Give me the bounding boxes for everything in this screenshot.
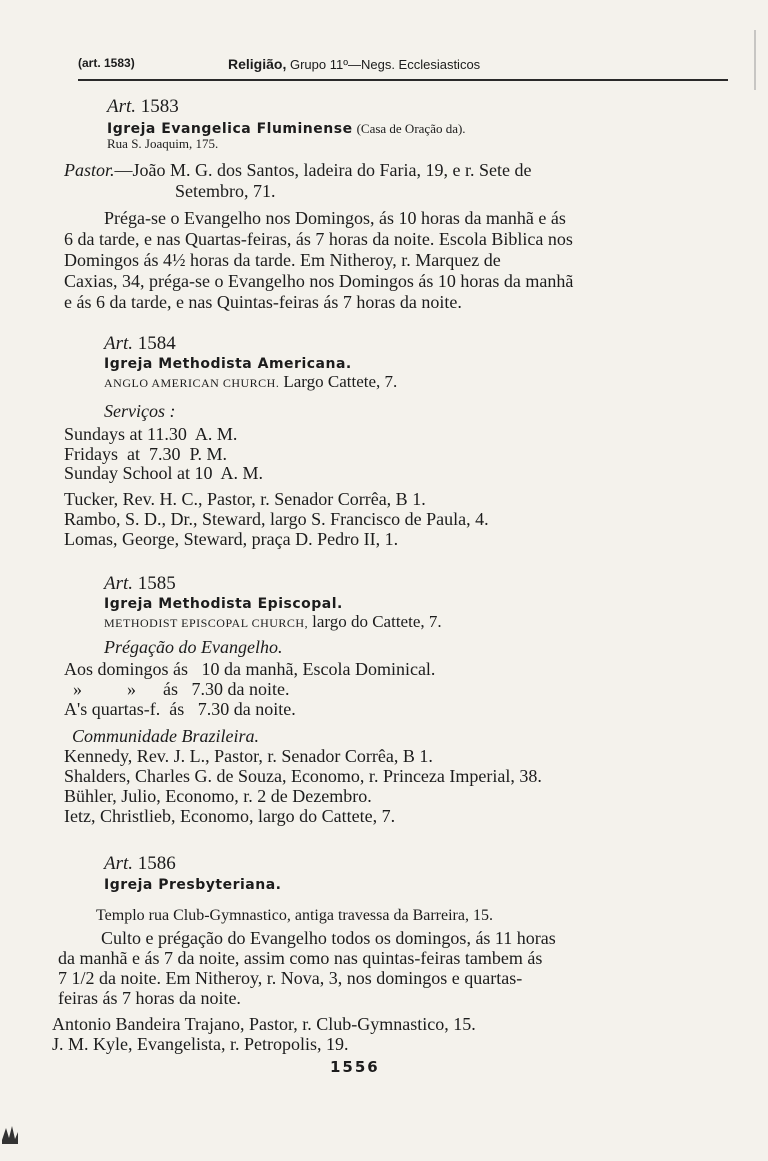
staff-row: Tucker, Rev. H. C., Pastor, r. Senador Corrêa, B 1. <box>64 489 426 509</box>
art-1583-title: Igreja Evangelica Fluminense <box>107 121 353 137</box>
art-1586-title: Igreja Presbyteriana. <box>104 877 282 893</box>
staff-row: Shalders, Charles G. de Souza, Economo, r. Princeza Imperial, 38. <box>64 766 542 786</box>
art-1584-subtitle: ANGLO AMERICAN CHURCH. Largo Cattete, 7. <box>104 372 398 391</box>
ink-smudge-icon <box>0 1120 20 1145</box>
art-1586-body-4: feiras ás 7 horas da noite. <box>58 988 241 1008</box>
art-1583-heading: Art. 1583 <box>107 96 179 117</box>
art-1583-body-3: Domingos ás 4½ horas da tarde. Em Nitheroy, r. Marquez de <box>64 250 501 270</box>
art-1586-body-1: Culto e prégação do Evangelho todos os domingos, ás 11 horas <box>101 928 556 948</box>
art-1585-preaching-label: Prégação do Evangelho. <box>104 637 283 657</box>
service-row: Fridays at 7.30 P. M. <box>64 444 228 464</box>
art-1586-temple: Templo rua Club-Gymnastico, antiga travessa da Barreira, 15. <box>96 907 493 924</box>
staff-row: Bühler, Julio, Economo, r. 2 de Dezembro. <box>64 786 372 806</box>
art-1583-body-1: Préga-se o Evangelho nos Domingos, ás 10 horas da manhã e ás <box>104 208 566 228</box>
staff-row: J. M. Kyle, Evangelista, r. Petropolis, 19. <box>52 1034 349 1054</box>
preaching-row: » » ás 7.30 da noite. <box>64 679 290 699</box>
art-1583-address: Rua S. Joaquim, 175. <box>107 136 219 151</box>
art-1586-body-3: 7 1/2 da noite. Em Nitheroy, r. Nova, 3, nos domingos e quartas- <box>58 968 523 988</box>
art-1583-pastor-line-2: Setembro, 71. <box>175 181 276 201</box>
art-1583-body-2: 6 da tarde, e nas Quartas-feiras, ás 7 horas da noite. Escola Biblica nos <box>64 229 573 249</box>
art-1583-pastor-line: Pastor.—João M. G. dos Santos, ladeira do Faria, 19, e r. Sete de <box>64 160 532 180</box>
art-1583-body-5: e ás 6 da tarde, e nas Quintas-feiras ás 7 horas da noite. <box>64 292 462 312</box>
art-1585-community-label: Communidade Brazileira. <box>72 726 259 746</box>
page-number: 1556 <box>330 1058 380 1076</box>
art-1584-title: Igreja Methodista Americana. <box>104 356 352 372</box>
pastor-label: Pastor. <box>64 160 115 180</box>
service-row: Sundays at 11.30 A. M. <box>64 424 238 444</box>
art-1586-body-2: da manhã e ás 7 da noite, assim como nas quintas-feiras tambem ás <box>58 948 543 968</box>
preaching-row: A's quartas-f. ás 7.30 da noite. <box>64 699 296 719</box>
staff-row: Rambo, S. D., Dr., Steward, largo S. Francisco de Paula, 4. <box>64 509 489 529</box>
art-1585-title: Igreja Methodista Episcopal. <box>104 596 343 612</box>
art-1583-body-4: Caxias, 34, préga-se o Evangelho nos Domingos ás 10 horas da manhã <box>64 271 574 291</box>
art-1583-title-note: (Casa de Oração da). <box>356 121 466 136</box>
preaching-row: Aos domingos ás 10 da manhã, Escola Dominical. <box>64 659 436 679</box>
art-1585-heading: Art. 1585 <box>104 573 176 594</box>
header-ref: (art. 1583) <box>78 56 135 70</box>
art-1585-subtitle: METHODIST EPISCOPAL CHURCH, largo do Cattete, 7. <box>104 612 442 631</box>
running-header <box>78 56 728 76</box>
header-title-main: Religião, <box>228 56 287 72</box>
staff-row: Lomas, George, Steward, praça D. Pedro II, 1. <box>64 529 399 549</box>
header-subtitle: Grupo 11º—Negs. Ecclesiasticos <box>289 57 481 72</box>
art-1586-heading: Art. 1586 <box>104 853 176 874</box>
art-1584-heading: Art. 1584 <box>104 333 176 354</box>
header-title <box>228 56 480 72</box>
art-1584-services-label: Serviços : <box>104 401 176 421</box>
staff-row: Ietz, Christlieb, Economo, largo do Cattete, 7. <box>64 806 396 826</box>
page-edge-mark <box>754 30 756 90</box>
service-row: Sunday School at 10 A. M. <box>64 463 264 483</box>
header-rule <box>78 79 728 81</box>
staff-row: Antonio Bandeira Trajano, Pastor, r. Club-Gymnastico, 15. <box>52 1014 476 1034</box>
staff-row: Kennedy, Rev. J. L., Pastor, r. Senador Corrêa, B 1. <box>64 746 433 766</box>
